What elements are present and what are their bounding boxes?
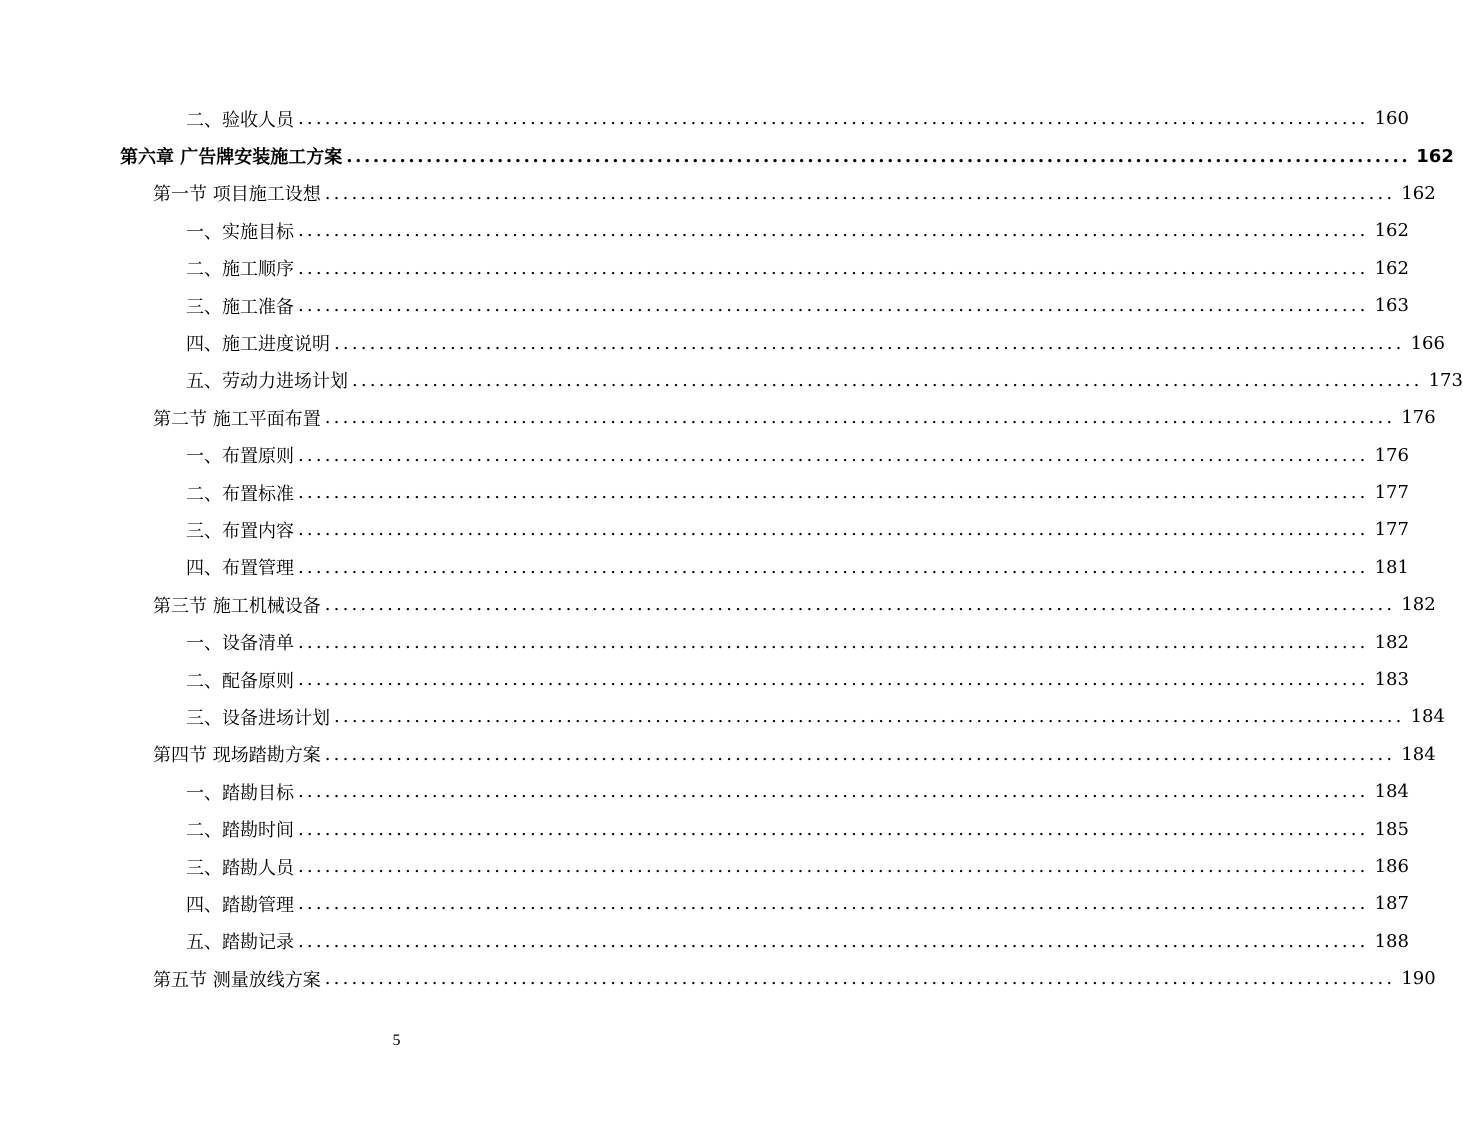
toc-dot-leader: ........................................................................................................................ [324, 968, 1396, 990]
toc-entry-title: 二、布置标准 [186, 483, 294, 505]
toc-entry-title: 二、配备原则 [186, 670, 294, 692]
toc-entry-page-number: 190 [1401, 968, 1436, 990]
toc-dot-leader: ........................................................................................................................ [298, 108, 1369, 130]
toc-entry-page-number: 184 [1374, 781, 1409, 803]
toc-dot-leader: ........................................................................................................................ [298, 856, 1369, 877]
toc-dot-leader: ........................................................................................................................ [298, 893, 1369, 915]
toc-entry-item[interactable] [0, 287, 1409, 324]
toc-dot-leader: ........................................................................................................................ [298, 930, 1369, 952]
toc-entry-page-number: 177 [1374, 519, 1409, 541]
toc-entry-title: 四、踏勘管理 [186, 894, 294, 916]
toc-entry-chapter[interactable] [0, 137, 1454, 174]
table-of-contents [0, 100, 1463, 997]
toc-entry-title: 三、布置内容 [186, 520, 294, 542]
toc-entry-title: 第四节 现场踏勘方案 [153, 745, 321, 767]
toc-entry-item[interactable] [0, 848, 1409, 885]
toc-entry-page-number: 182 [1374, 631, 1409, 653]
toc-entry-page-number: 160 [1374, 108, 1409, 130]
toc-dot-leader: ........................................................................................................................ [298, 295, 1369, 317]
toc-dot-leader: ........................................................................................................................ [324, 594, 1396, 616]
toc-entry-title: 五、踏勘记录 [186, 932, 294, 954]
toc-entry-page-number: 184 [1401, 743, 1436, 765]
toc-entry-item[interactable] [0, 549, 1409, 586]
toc-entry-page-number: 182 [1401, 594, 1436, 616]
toc-entry-page-number: 186 [1374, 856, 1409, 877]
toc-entry-title: 二、验收人员 [186, 109, 294, 131]
toc-entry-page-number: 166 [1410, 332, 1445, 354]
toc-entry-title: 四、施工进度说明 [186, 334, 330, 356]
toc-entry-title: 一、踏勘目标 [186, 782, 294, 804]
toc-entry-item[interactable] [0, 623, 1409, 660]
toc-entry-item[interactable] [0, 923, 1409, 960]
toc-entry-section[interactable] [0, 736, 1436, 773]
toc-dot-leader: ........................................................................................................................ [298, 818, 1369, 840]
toc-dot-leader: ........................................................................................................................ [298, 482, 1369, 504]
toc-entry-title: 第二节 施工平面布置 [153, 408, 321, 430]
toc-entry-item[interactable] [0, 773, 1409, 810]
toc-dot-leader: ........................................................................................................................ [298, 220, 1369, 242]
toc-entry-page-number: 162 [1374, 257, 1409, 279]
toc-entry-item[interactable] [0, 362, 1463, 399]
toc-entry-item[interactable] [0, 810, 1409, 847]
toc-entry-page-number: 162 [1416, 145, 1454, 167]
toc-entry-title: 第六章 广告牌安装施工方案 [120, 147, 343, 169]
toc-entry-item[interactable] [0, 511, 1409, 548]
toc-entry-item[interactable] [0, 250, 1409, 287]
toc-entry-item[interactable] [0, 100, 1409, 137]
toc-dot-leader: ........................................................................................................................ [298, 556, 1369, 578]
toc-entry-item[interactable] [0, 474, 1409, 511]
toc-dot-leader: ........................................................................................................................ [298, 669, 1369, 691]
toc-entry-section[interactable] [0, 960, 1436, 997]
toc-entry-page-number: 177 [1374, 482, 1409, 504]
toc-dot-leader: ........................................................................................................................ [324, 182, 1396, 204]
toc-entry-title: 三、施工准备 [186, 296, 294, 318]
toc-entry-page-number: 185 [1374, 818, 1409, 840]
toc-dot-leader: ........................................................................................................................ [334, 332, 1405, 354]
toc-dot-leader: ........................................................................................................................ [324, 407, 1396, 429]
toc-dot-leader: ........................................................................................................................ [298, 519, 1369, 541]
toc-dot-leader: ........................................................................................................................ [346, 145, 1411, 167]
toc-entry-title: 一、布置原则 [186, 446, 294, 468]
toc-entry-page-number: 173 [1428, 369, 1463, 391]
toc-dot-leader: ........................................................................................................................ [298, 781, 1369, 803]
toc-entry-item[interactable] [0, 324, 1445, 361]
toc-entry-page-number: 181 [1374, 556, 1409, 578]
toc-entry-title: 四、布置管理 [186, 558, 294, 580]
toc-entry-title: 二、施工顺序 [186, 259, 294, 281]
toc-entry-section[interactable] [0, 399, 1436, 436]
toc-entry-title: 三、设备进场计划 [186, 707, 330, 729]
toc-entry-title: 一、设备清单 [186, 633, 294, 655]
toc-dot-leader: ........................................................................................................................ [324, 743, 1396, 765]
toc-entry-page-number: 184 [1410, 706, 1445, 728]
toc-entry-page-number: 188 [1374, 930, 1409, 952]
toc-entry-title: 三、踏勘人员 [186, 857, 294, 879]
toc-entry-page-number: 162 [1401, 182, 1436, 204]
toc-entry-title: 二、踏勘时间 [186, 820, 294, 842]
toc-dot-leader: ........................................................................................................................ [298, 444, 1369, 466]
toc-entry-section[interactable] [0, 586, 1436, 623]
toc-entry-item[interactable] [0, 698, 1445, 735]
toc-entry-page-number: 162 [1374, 220, 1409, 242]
toc-entry-title: 第一节 项目施工设想 [153, 184, 321, 206]
toc-entry-item[interactable] [0, 661, 1409, 698]
toc-entry-page-number: 163 [1374, 295, 1409, 317]
toc-dot-leader: ........................................................................................................................ [334, 706, 1405, 728]
toc-entry-title: 第五节 测量放线方案 [153, 969, 321, 991]
toc-entry-section[interactable] [0, 175, 1436, 212]
toc-entry-title: 五、劳动力进场计划 [186, 371, 348, 393]
page-number: 5 [392, 1032, 401, 1049]
toc-entry-page-number: 176 [1374, 444, 1409, 466]
toc-entry-item[interactable] [0, 437, 1409, 474]
toc-dot-leader: ........................................................................................................................ [352, 369, 1423, 391]
toc-entry-title: 一、实施目标 [186, 221, 294, 243]
toc-entry-item[interactable] [0, 212, 1409, 249]
toc-dot-leader: ........................................................................................................................ [298, 257, 1369, 279]
toc-entry-item[interactable] [0, 885, 1409, 922]
toc-entry-page-number: 183 [1374, 669, 1409, 691]
toc-entry-title: 第三节 施工机械设备 [153, 595, 321, 617]
toc-entry-page-number: 187 [1374, 893, 1409, 915]
toc-dot-leader: ........................................................................................................................ [298, 631, 1369, 653]
toc-entry-page-number: 176 [1401, 407, 1436, 429]
